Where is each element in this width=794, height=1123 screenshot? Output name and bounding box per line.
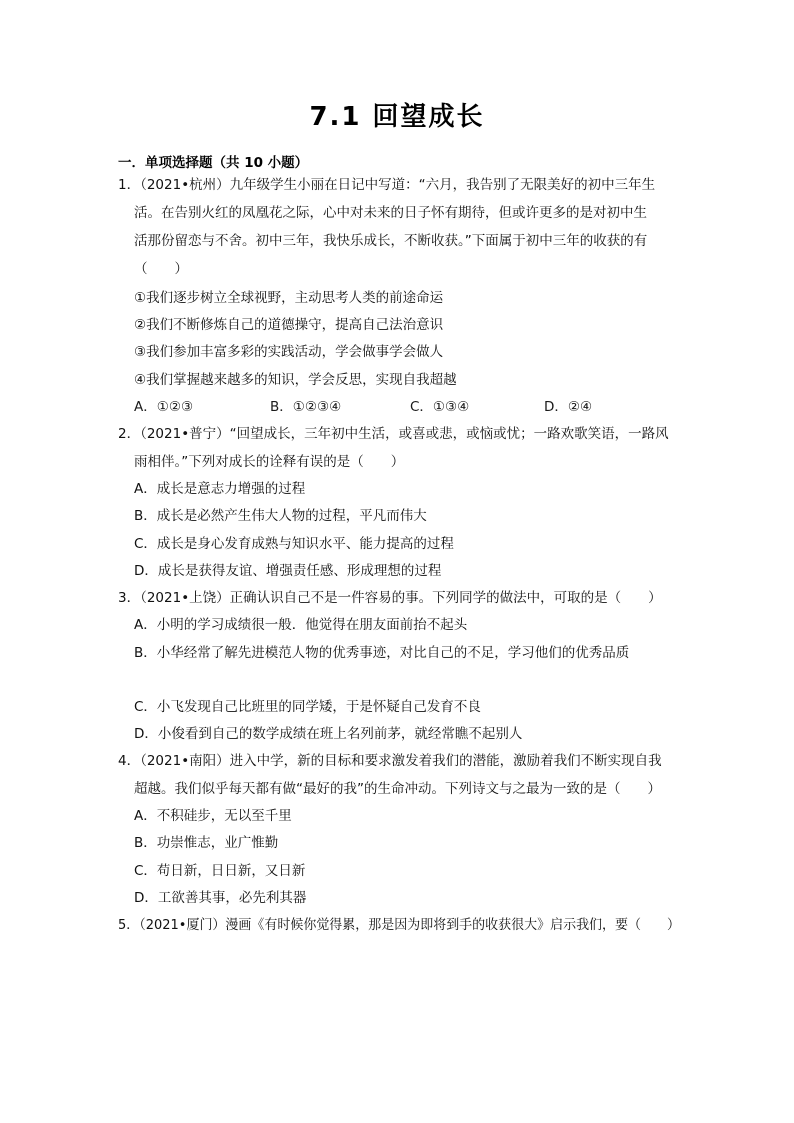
question-1-option-a: A．①②③ (134, 399, 194, 415)
question-3-line-1: 3．（2021•上饶）正确认识自己不是一件容易的事。下列同学的做法中，可取的是（ ） (118, 590, 662, 606)
question-4-option-b: B．功崇惟志，业广惟勤 (134, 835, 279, 851)
question-1-line-2: 活。在告别火红的凤凰花之际，心中对未来的日子怀有期待，但或许更多的是对初中生 (134, 205, 647, 221)
question-3-option-c: C．小飞发现自己比班里的同学矮，于是怀疑自己发育不良 (134, 699, 481, 715)
question-1-item-4: ④我们掌握越来越多的知识，学会反思，实现自我超越 (134, 372, 457, 388)
question-3-option-a: A．小明的学习成绩很一般．他觉得在朋友面前抬不起头 (134, 617, 468, 633)
question-3-option-b: B．小华经常了解先进模范人物的优秀事迹，对比自己的不足，学习他们的优秀品质 (134, 645, 630, 661)
question-1-option-b: B．①②③④ (270, 399, 342, 415)
question-4-option-c: C．苟日新，日日新，又日新 (134, 863, 306, 879)
section-heading: 一．单项选择题（共 10 小题） (118, 155, 309, 171)
question-4-option-a: A．不积硅步，无以至千里 (134, 808, 292, 824)
page-title: 7.1 回望成长 (309, 102, 485, 132)
question-1-item-1: ①我们逐步树立全球视野，主动思考人类的前途命运 (134, 290, 444, 306)
question-3-option-d: D．小俊看到自己的数学成绩在班上名列前茅，就经常瞧不起别人 (134, 726, 523, 742)
question-2-option-c: C．成长是身心发育成熟与知识水平、能力提高的过程 (134, 536, 454, 552)
question-4-line-2: 超越。我们似乎每天都有做“最好的我”的生命冲动。下列诗文与之最为一致的是（ ） (134, 781, 661, 797)
question-1-option-c: C．①③④ (410, 399, 470, 415)
question-1-item-3: ③我们参加丰富多彩的实践活动，学会做事学会做人 (134, 344, 444, 360)
question-1-option-d: D．②④ (544, 399, 593, 415)
question-2-option-d: D．成长是获得友谊、增强责任感、形成理想的过程 (134, 563, 442, 579)
question-1-line-1: 1．（2021•杭州）九年级学生小丽在日记中写道：“六月，我告别了无限美好的初中三年生 (118, 177, 656, 193)
question-2-option-a: A．成长是意志力增强的过程 (134, 481, 306, 497)
question-1-item-2: ②我们不断修炼自己的道德操守，提高自己法治意识 (134, 317, 444, 333)
question-2-option-b: B．成长是必然产生伟大人物的过程，平凡而伟大 (134, 508, 427, 524)
question-4-option-d: D．工欲善其事，必先利其器 (134, 890, 307, 906)
question-2-line-2: 雨相伴。”下列对成长的诠释有误的是（ ） (134, 454, 405, 470)
question-5-line-1: 5．（2021•厦门）漫画《有时候你觉得累，那是因为即将到手的收获很大》启示我们，要（ ） (118, 917, 680, 933)
question-1-line-4: （ ） (134, 261, 188, 277)
question-2-line-1: 2．（2021•普宁）“回望成长，三年初中生活，或喜或悲，或恼或忧；一路欢歌笑语，一路风 (118, 426, 669, 442)
question-1-line-3: 活那份留恋与不舍。初中三年，我快乐成长，不断收获。”下面属于初中三年的收获的有 (134, 233, 648, 249)
question-4-line-1: 4．（2021•南阳）进入中学，新的目标和要求激发着我们的潜能，激励着我们不断实现自我 (118, 753, 662, 769)
